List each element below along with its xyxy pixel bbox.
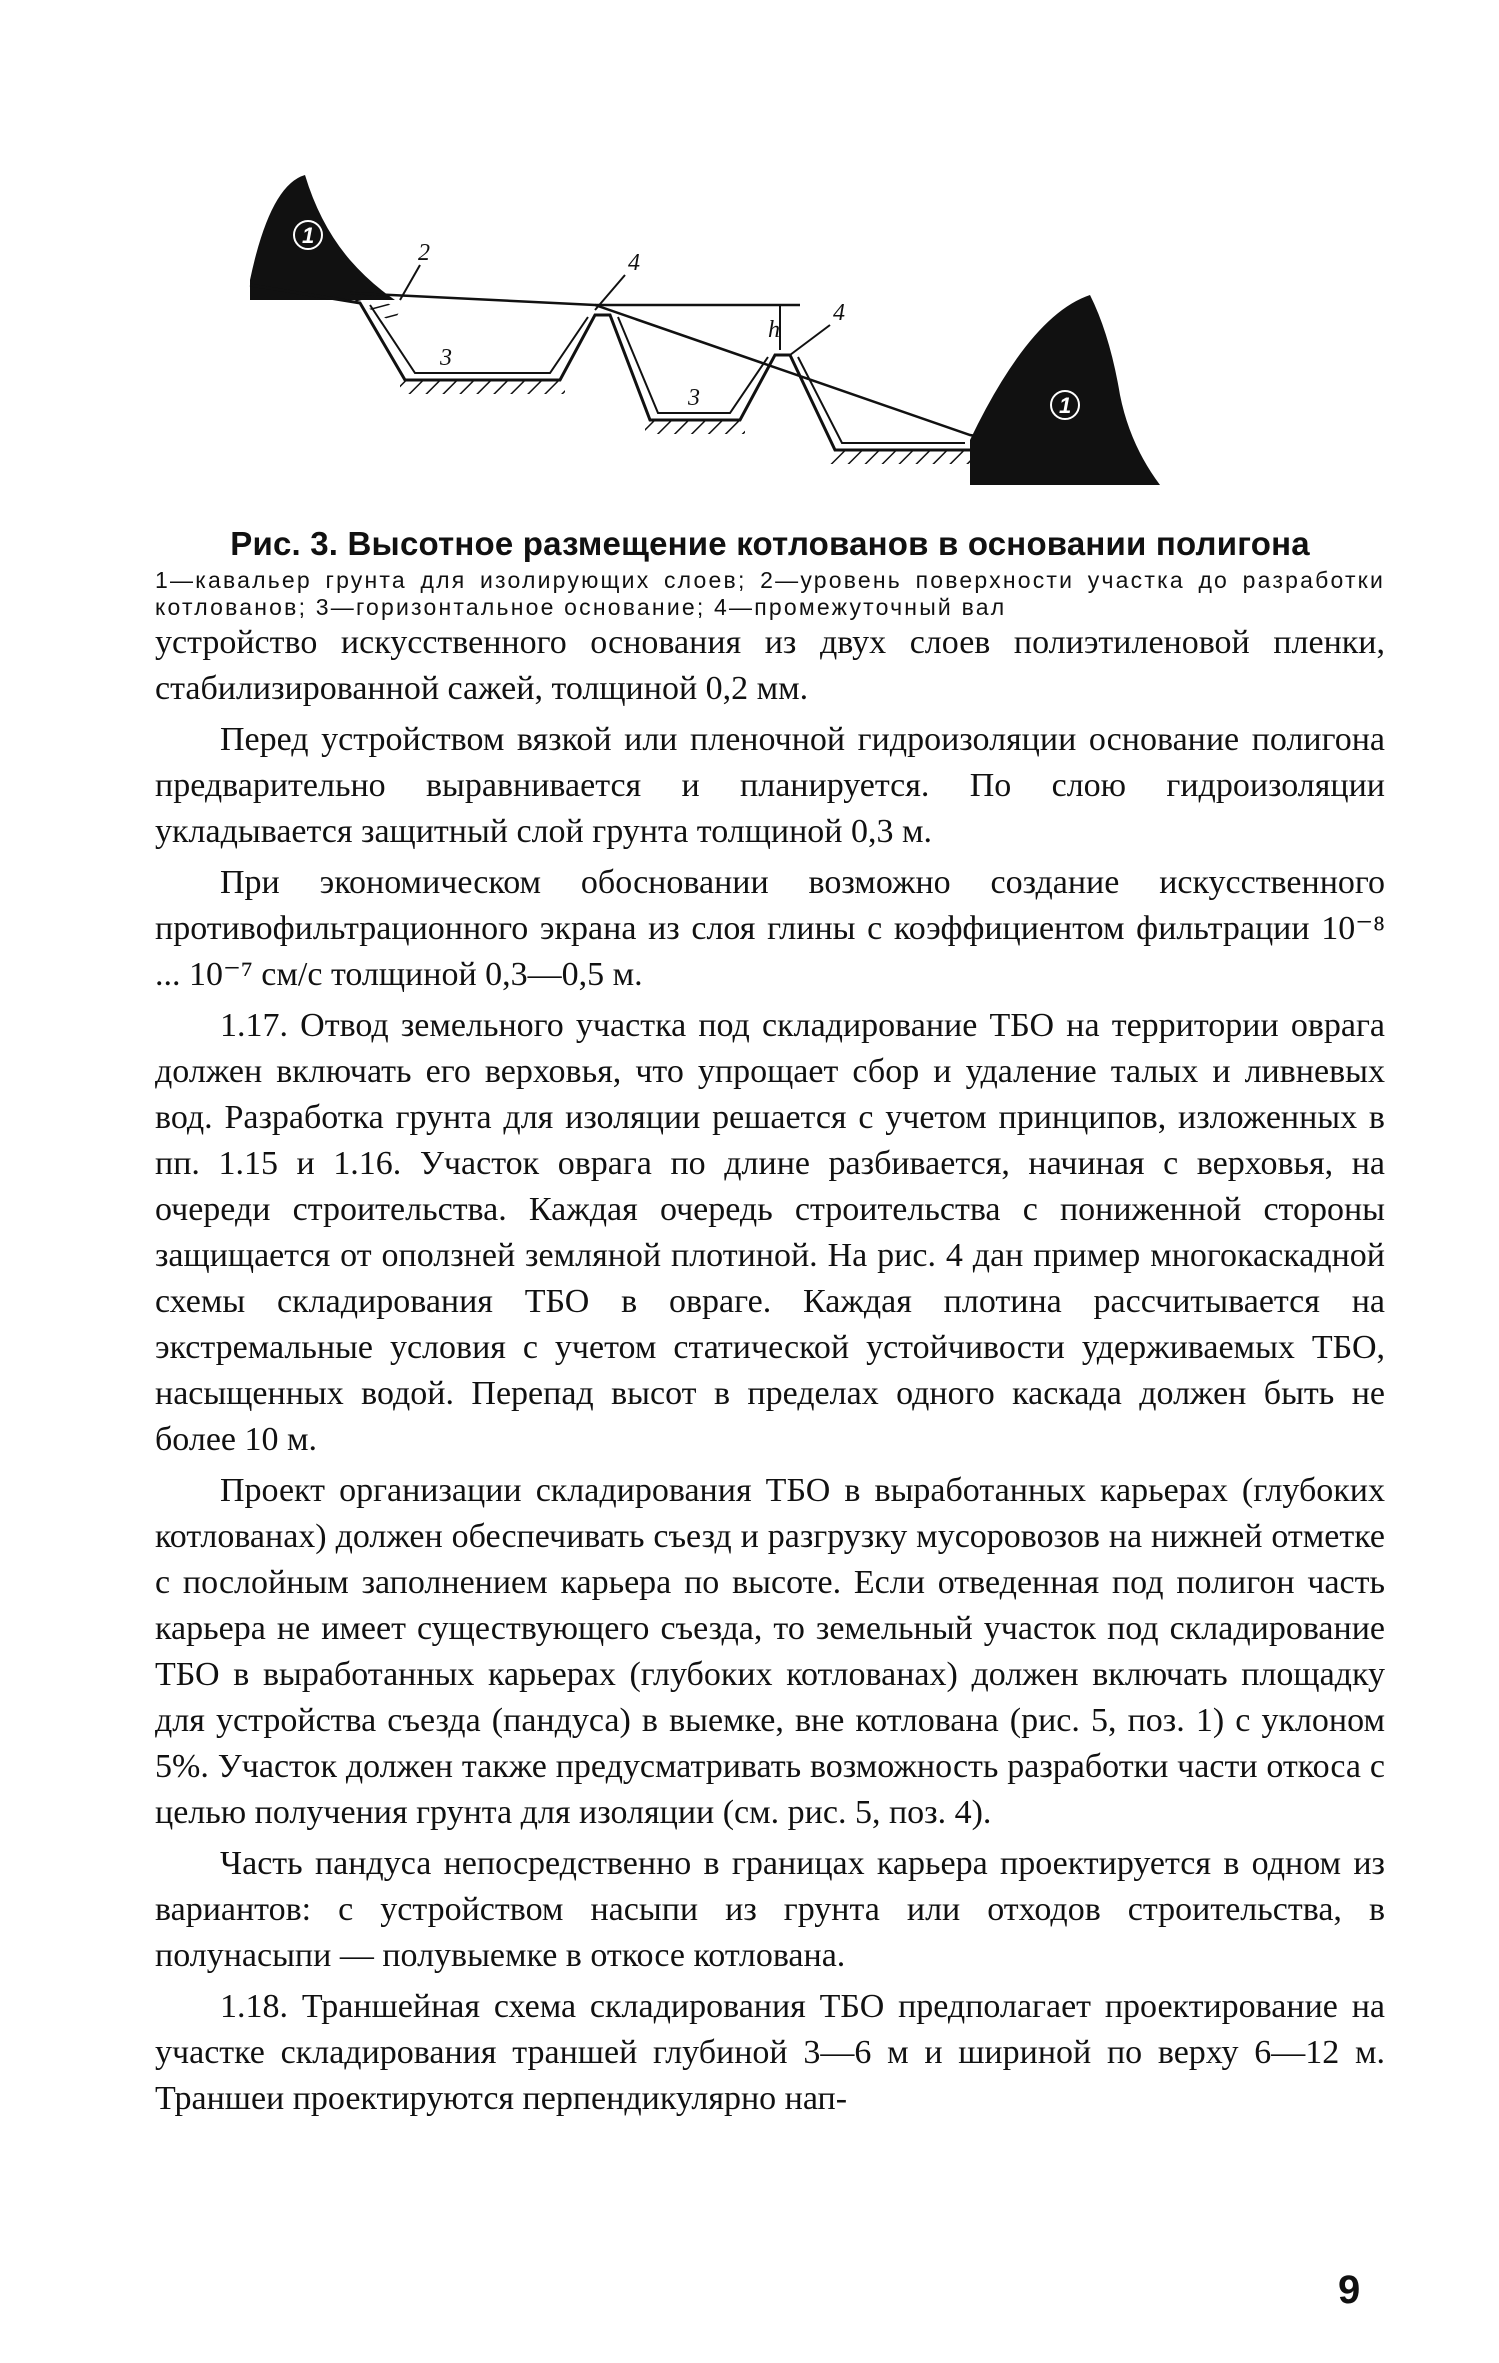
paragraph: Часть пандуса непосредственно в границах карьера проектируется в одном из вариантов: с устройством насыпи из грунта или отходов строительства, в полунасыпи — полувыемке в откосе котлована.	[155, 1845, 1385, 1974]
figure-3-diagram	[230, 165, 1270, 525]
right-mound	[970, 295, 1160, 485]
caption-title: Рис. 3. Высотное размещение котлованов в основании полигона	[230, 525, 1310, 562]
mound-left-label: 1	[302, 223, 315, 248]
leader-lines	[400, 265, 830, 355]
label-h: h	[768, 317, 780, 343]
paragraph: 1.17. Отвод земельного участка под складирование ТБО на территории оврага должен включать его верховья, что упрощает сбор и удаление талых и ливневых вод. Разработка грунта для изоляции решается с учетом принципов, изложенных в пп. 1.15 и 1.16. Участок оврага по длине разбивается, начиная с верховья, на очереди строительства. Каждая очередь строительства с пониженной стороны защищается от оползней земляной плотиной. На рис. 4 дан пример многокаскадной схемы складирования ТБО в овраге. Каждая плотина рассчитывается на экстремальные условия с учетом статической устойчивости удерживаемых ТБО, насыщенных водой. Перепад высот в пределах одного каскада должен быть не более 10 м.	[155, 1007, 1385, 1458]
paragraph: Проект организации складирования ТБО в выработанных карьерах (глубоких котлованах) должен обеспечивать съезд и разгрузку мусоровозов на нижней отметке с послойным заполнением карьера по высоте. Если отведенная под полигон часть карьера не имеет существующего съезда, то земельный участок под складирование ТБО в выработанных карьерах (глубоких котлованах) должен включать площадку для устройства съезда (пандуса) в выемке, вне котлована (рис. 5, поз. 1) с уклоном 5%. Участок должен также предусматривать возможность разработки части откоса с целью получения грунта для изоляции (см. рис. 5, поз. 4).	[155, 1472, 1385, 1831]
paragraph: При экономическом обосновании возможно создание искусственного противофильтрационного экрана из слоя глины с коэффициентом фильтрации 10⁻⁸ ... 10⁻⁷ см/с толщиной 0,3—0,5 м.	[155, 864, 1385, 993]
page-number: 9	[1338, 2268, 1361, 2312]
figure-caption	[155, 525, 1385, 621]
ground-hatching	[350, 285, 970, 464]
left-mound	[250, 175, 395, 300]
label-3-right: 3	[688, 385, 700, 411]
paragraph: устройство искусственного основания из двух слоев полиэтиленовой пленки, стабилизированной сажей, толщиной 0,2 мм.	[155, 624, 1385, 707]
label-4-right: 4	[833, 300, 845, 326]
paragraph: 1.18. Траншейная схема складирования ТБО предполагает проектирование на участке складирования траншей глубиной 3—6 м и шириной по верху 6—12 м. Траншеи проектируются перпендикулярно нап-	[155, 1988, 1385, 2117]
label-3-left: 3	[440, 345, 452, 371]
body-text	[155, 620, 1385, 2127]
label-2: 2	[418, 240, 430, 266]
caption-legend: 1—кавальер грунта для изолирующих слоев; 2—уровень поверхности участка до разработки котлованов; 3—горизонтальное основание; 4—промежуточный вал	[155, 567, 1385, 620]
mound-right-label: 1	[1059, 393, 1072, 418]
label-4-left: 4	[628, 250, 640, 276]
paragraph: Перед устройством вязкой или пленочной гидроизоляции основание полигона предварительно выравнивается и планируется. По слою гидроизоляции укладывается защитный слой грунта толщиной 0,3 м.	[155, 721, 1385, 850]
